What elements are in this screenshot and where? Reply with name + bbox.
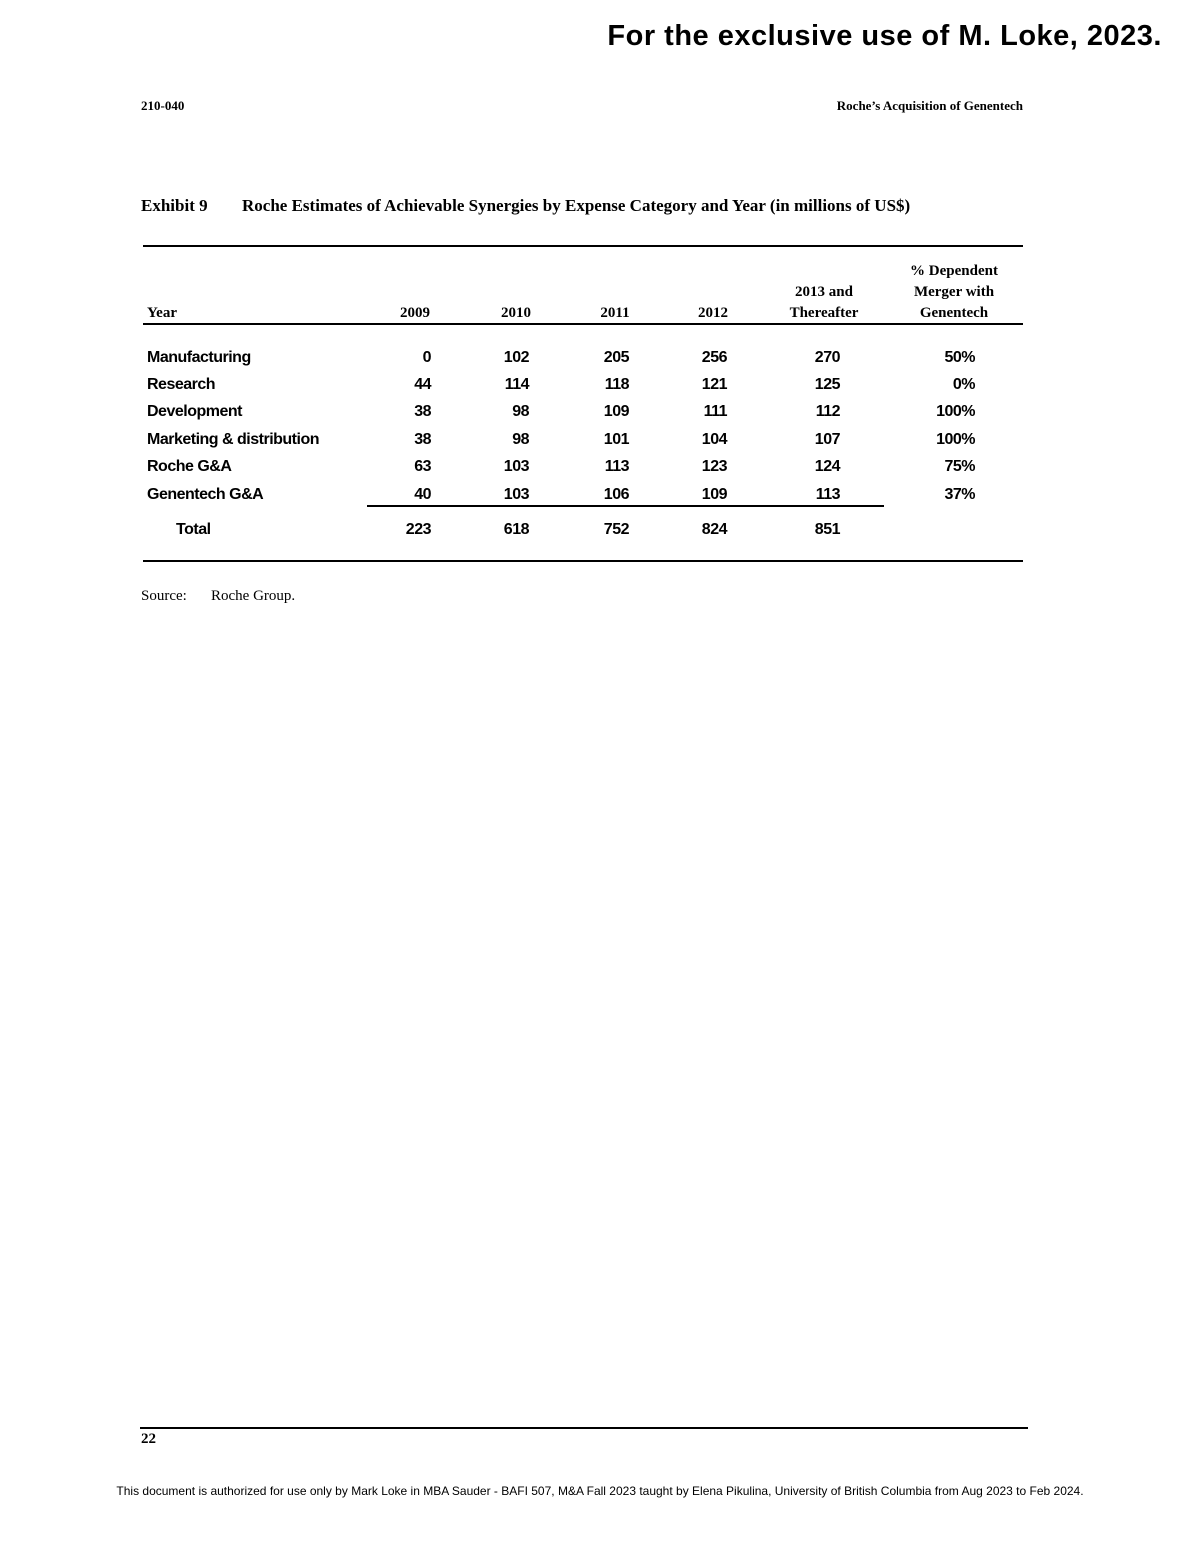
cell-2013-thereafter: 107 [814, 431, 840, 448]
col-header-pct-line2: Merger with [913, 284, 995, 300]
footer-rule [140, 1427, 1028, 1429]
cell-2010: 98 [512, 403, 529, 420]
cell-2011: 205 [603, 349, 629, 366]
cell-2013-thereafter: 270 [814, 349, 840, 366]
cell-2009: 44 [414, 376, 431, 393]
page-number: 22 [141, 1431, 156, 1447]
source-note [141, 588, 295, 605]
cell-2011: 101 [603, 431, 629, 448]
total-2009: 223 [405, 521, 431, 538]
cell-2009: 0 [422, 349, 431, 366]
cell-2010: 103 [503, 458, 529, 475]
total-rule [367, 505, 884, 507]
cell-2010: 102 [503, 349, 529, 366]
cell-pct-dependent: 37% [944, 486, 975, 503]
cell-2013-thereafter: 113 [815, 486, 840, 503]
cell-2013-thereafter: 112 [815, 403, 840, 420]
total-2013-thereafter: 851 [814, 521, 840, 538]
col-header-2013-thereafter [771, 282, 877, 324]
running-header [141, 98, 1023, 118]
header-rule [143, 323, 1023, 325]
cell-pct-dependent: 100% [936, 431, 975, 448]
total-label: Total [176, 521, 211, 538]
cell-2009: 38 [414, 431, 431, 448]
exhibit-title [141, 196, 1041, 216]
doc-number: 210-040 [141, 98, 185, 113]
row-category: Marketing & distribution [147, 431, 319, 448]
cell-2009: 38 [414, 403, 431, 420]
cell-2011: 106 [603, 486, 629, 503]
total-2012: 824 [701, 521, 727, 538]
exhibit-label: Exhibit 9 [141, 196, 208, 215]
source-label: Source: [141, 588, 187, 604]
cell-2013-thereafter: 124 [814, 458, 840, 475]
cell-2012: 111 [703, 403, 727, 420]
doc-title: Roche’s Acquisition of Genentech [836, 98, 1023, 113]
cell-2011: 118 [604, 376, 629, 393]
source-text: Roche Group. [211, 588, 296, 604]
cell-pct-dependent: 100% [936, 403, 975, 420]
cell-2009: 63 [414, 458, 431, 475]
cell-2010: 114 [504, 376, 529, 393]
row-category: Development [147, 403, 242, 420]
col-header-2013-line2: Thereafter [789, 305, 859, 321]
col-header-pct-line3: Genentech [919, 305, 989, 321]
watermark-top: For the exclusive use of M. Loke, 2023. [607, 20, 1162, 52]
cell-2009: 40 [414, 486, 431, 503]
col-header-year: Year [147, 305, 177, 321]
cell-pct-dependent: 0% [952, 376, 975, 393]
total-2011: 752 [603, 521, 629, 538]
cell-pct-dependent: 50% [944, 349, 975, 366]
cell-2013-thereafter: 125 [814, 376, 840, 393]
cell-2012: 104 [701, 431, 727, 448]
col-header-2010: 2010 [501, 305, 531, 321]
cell-2012: 123 [701, 458, 727, 475]
table-rule-bottom [143, 560, 1023, 562]
cell-2012: 121 [701, 376, 727, 393]
row-category: Genentech G&A [147, 486, 264, 503]
table-rule-top [143, 245, 1023, 247]
col-header-2011: 2011 [600, 305, 630, 321]
row-category: Roche G&A [147, 458, 232, 475]
row-category: Research [147, 376, 216, 393]
exhibit-caption: Roche Estimates of Achievable Synergies by Expense Category and Year (in millions of US$) [242, 196, 911, 215]
col-header-pct-dependent [885, 261, 1023, 324]
col-header-pct-line1: % Dependent [910, 263, 998, 279]
col-header-2009: 2009 [400, 305, 430, 321]
col-header-2013-line1: 2013 and [795, 284, 853, 300]
cell-2011: 109 [603, 403, 629, 420]
cell-2012: 256 [701, 349, 727, 366]
cell-2011: 113 [604, 458, 629, 475]
cell-2010: 103 [503, 486, 529, 503]
total-2010: 618 [503, 521, 529, 538]
cell-2012: 109 [701, 486, 727, 503]
cell-2010: 98 [512, 431, 529, 448]
row-category: Manufacturing [147, 349, 251, 366]
watermark-bottom: This document is authorized for use only by Mark Loke in MBA Sauder - BAFI 507, M&A Fall 2023 taught by Elena Pikulina, University of British Columbia from Aug 2023 to Feb 2024. [116, 1484, 1084, 1498]
cell-pct-dependent: 75% [944, 458, 975, 475]
col-header-2012: 2012 [698, 305, 728, 321]
